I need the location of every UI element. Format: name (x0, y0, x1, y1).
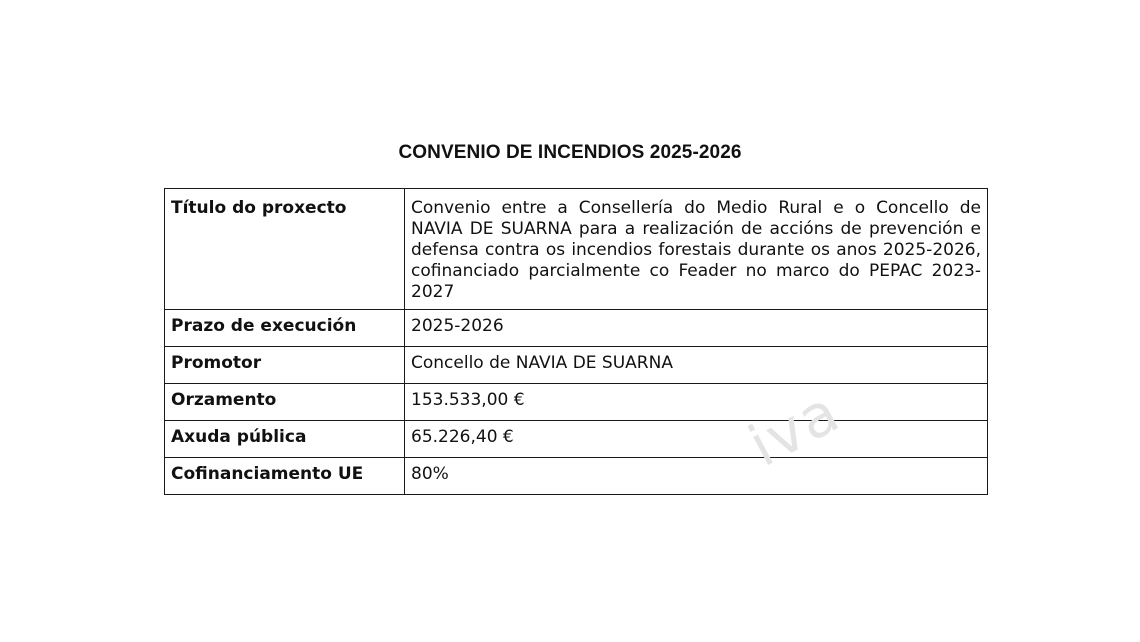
table-row-execution-period (165, 310, 988, 347)
row-value: Convenio entre a Consellería do Medio Rural e o Concello de NAVIA DE SUARNA para a realización de accións de prevención e defensa contra os incendios forestais durante os anos 2025-2026, cofinanciado parcialmente co Feader no marco do PEPAC 2023-2027 (405, 189, 988, 310)
table-row-budget (165, 384, 988, 421)
row-label: Axuda pública (165, 421, 405, 458)
row-value: Concello de NAVIA DE SUARNA (405, 347, 988, 384)
project-info-table (164, 188, 988, 495)
row-label: Prazo de execución (165, 310, 405, 347)
row-label: Promotor (165, 347, 405, 384)
row-label: Cofinanciamento UE (165, 458, 405, 495)
row-label: Orzamento (165, 384, 405, 421)
table-row-public-aid (165, 421, 988, 458)
row-value: 2025-2026 (405, 310, 988, 347)
table-row-promoter (165, 347, 988, 384)
row-value: 80% (405, 458, 988, 495)
row-value: 153.533,00 € (405, 384, 988, 421)
table-row-project-title (165, 189, 988, 310)
row-value: 65.226,40 € (405, 421, 988, 458)
document-title: CONVENIO DE INCENDIOS 2025-2026 (398, 142, 742, 163)
row-label: Título do proxecto (165, 189, 405, 310)
watermark: iva (738, 376, 852, 481)
table-row-eu-cofinancing (165, 458, 988, 495)
